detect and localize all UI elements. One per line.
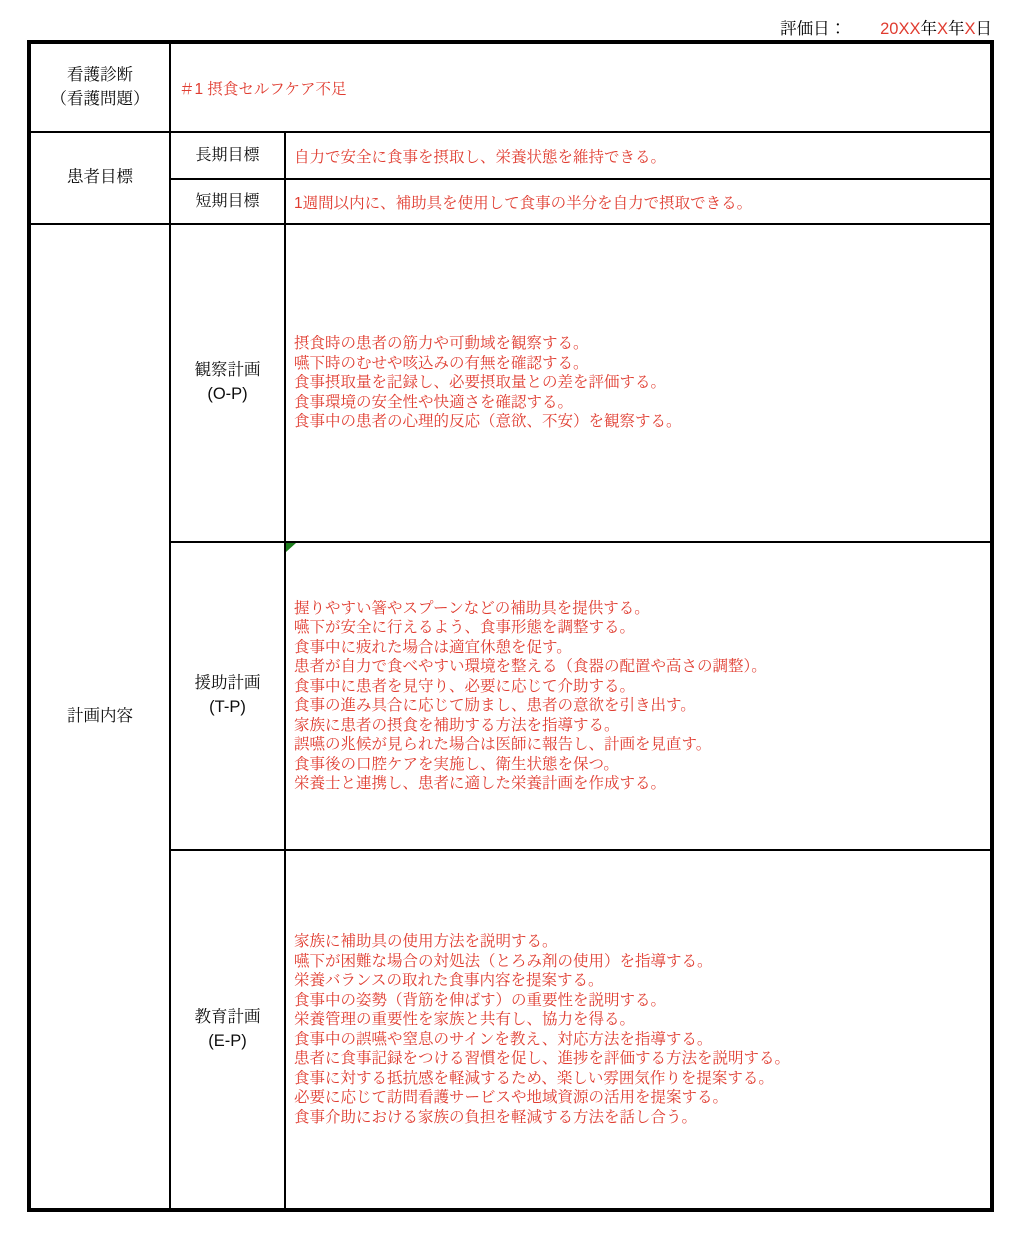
assistance-plan-label-line2: (T-P) [209,698,246,716]
diagnosis-label-cell [29,42,170,132]
education-plan-label-line2: (E-P) [208,1031,247,1050]
plan-item-line: 必要に応じて訪問看護サービスや地域資源の活用を提案する。 [294,1089,729,1106]
education-plan-label-cell [170,850,285,1210]
observation-plan-row [29,224,992,542]
assistance-plan-items-cell [285,542,992,850]
short-term-goal-label-cell [170,179,285,224]
plan-item-line: 栄養士と連携し、患者に適した栄養計画を作成する。 [294,775,667,792]
plan-item-line: 食事中に疲れた場合は適宜休憩を促す。 [294,638,572,656]
short-term-goal-value: 1週間以内に、補助具を使用して食事の半分を自力で摂取できる。 [294,194,753,212]
short-term-goal-value-cell [285,179,992,224]
plan-item-line: 嚥下が困難な場合の対処法（とろみ剤の使用）を指導する。 [294,952,713,970]
evaluation-date [780,15,992,39]
short-term-goal-row [29,179,992,224]
patient-goal-label-cell [29,132,170,224]
plan-item-line: 嚥下時のむせや咳込みの有無を確認する。 [294,354,589,372]
assistance-plan-label-line1: 援助計画 [194,674,261,693]
diagnosis-label-line2: （看護問題） [50,89,150,108]
plan-item-line: 食事の進み具合に応じて励まし、患者の意欲を引き出す。 [294,697,696,714]
plan-item-line: 食事摂取量を記録し、必要摂取量との差を評価する。 [294,374,667,392]
education-plan-label-line1: 教育計画 [194,1007,261,1026]
plan-content-label-cell [29,224,170,1210]
patient-goal-label: 患者目標 [67,168,133,187]
plan-content-label: 計画内容 [67,706,133,725]
plan-item-line: 家族に補助具の使用方法を説明する。 [294,933,558,950]
plan-item-line: 栄養管理の重要性を家族と共有し、協力を得る。 [294,1011,636,1028]
plan-item-line: 家族に患者の摂食を補助する方法を指導する。 [294,716,620,734]
plan-item-line: 患者が自力で食べやすい環境を整える（食器の配置や高さの調整）。 [294,658,767,675]
observation-plan-items-cell [285,224,992,542]
diagnosis-value: ＃1 摂食セルフケア不足 [179,80,347,98]
plan-item-line: 食事中の患者の心理的反応（意欲、不安）を観察する。 [294,413,682,431]
education-plan-row [29,850,992,1210]
short-term-goal-label: 短期目標 [195,192,260,210]
plan-item-line: 食事中の姿勢（背筋を伸ばす）の重要性を説明する。 [294,991,667,1009]
diagnosis-value-cell [170,42,992,132]
care-plan-table [27,40,994,1212]
cell-corner-flag-icon [286,543,296,552]
plan-item-line: 食事中の誤嚥や窒息のサインを教え、対応方法を指導する。 [294,1030,713,1048]
education-plan-items-cell [285,850,992,1210]
long-term-goal-row [29,132,992,179]
assistance-plan-items [294,599,982,794]
date-part-unit: 年 [920,20,937,38]
plan-item-line: 食事後の口腔ケアを実施し、衛生状態を保つ。 [294,755,619,773]
plan-item-line: 誤嚥の兆候が見られた場合は医師に報告し、計画を見直す。 [294,736,712,753]
evaluation-date-value [880,20,992,38]
plan-item-line: 栄養バランスの取れた食事内容を提案する。 [294,972,604,989]
observation-plan-items [294,334,982,432]
date-part-unit: 年 [947,20,965,38]
long-term-goal-label-cell [170,132,285,179]
observation-plan-label-cell [170,224,285,542]
observation-plan-label-line2: (O-P) [207,385,248,403]
plan-item-line: 患者に食事記録をつける習慣を促し、進捗を評価する方法を説明する。 [294,1050,791,1067]
plan-item-line: 摂食時の患者の筋力や可動域を観察する。 [294,335,589,353]
plan-item-line: 嚥下が安全に行えるよう、食事形態を調整する。 [294,619,636,636]
plan-item-line: 食事に対する抵抗感を軽減するため、楽しい雰囲気作りを提案する。 [294,1069,774,1087]
date-part-unit: 日 [975,20,992,38]
assistance-plan-label-cell [170,542,285,850]
plan-item-line: 食事中に患者を見守り、必要に応じて介助する。 [294,677,636,695]
plan-item-line: 食事環境の安全性や快適さを確認する。 [294,393,574,411]
observation-plan-label-line1: 観察計画 [194,361,261,380]
date-part-placeholder: 20XX [880,20,921,38]
plan-item-line: 食事介助における家族の負担を軽減する方法を話し合う。 [294,1108,698,1126]
diagnosis-label-line1: 看護診断 [67,65,133,84]
assistance-plan-row [29,542,992,850]
diagnosis-row [29,42,992,132]
long-term-goal-label: 長期目標 [195,146,260,164]
plan-item-line: 握りやすい箸やスプーンなどの補助具を提供する。 [294,599,650,617]
date-part-placeholder: X [964,20,976,38]
education-plan-items [294,932,982,1127]
long-term-goal-value-cell [285,132,992,179]
long-term-goal-value: 自力で安全に食事を摂取し、栄養状態を維持できる。 [294,148,667,166]
evaluation-date-label: 評価日： [780,20,847,38]
date-part-placeholder: X [936,20,948,38]
